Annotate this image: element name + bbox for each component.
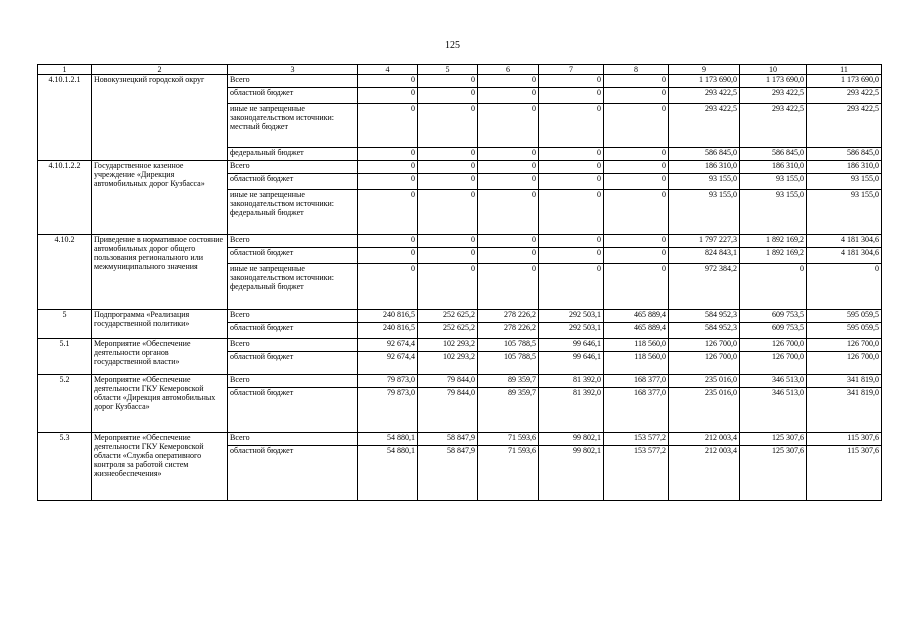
- value-cell: 0: [358, 190, 418, 235]
- value-cell: 293 422,5: [669, 104, 740, 148]
- value-cell: 186 310,0: [740, 161, 807, 174]
- value-cell: 0: [478, 148, 539, 161]
- header-cell: 7: [539, 65, 604, 75]
- value-cell: 252 625,2: [418, 323, 478, 339]
- value-cell: 58 847,9: [418, 446, 478, 501]
- value-cell: 0: [539, 248, 604, 264]
- row-code: 5.1: [38, 339, 92, 375]
- value-cell: 0: [539, 75, 604, 88]
- value-cell: 0: [418, 174, 478, 190]
- header-cell: 10: [740, 65, 807, 75]
- value-cell: 126 700,0: [807, 352, 882, 375]
- value-cell: 0: [604, 174, 669, 190]
- source-label: областной бюджет: [228, 174, 358, 190]
- value-cell: 71 593,6: [478, 433, 539, 446]
- value-cell: 0: [418, 75, 478, 88]
- value-cell: 1 173 690,0: [669, 75, 740, 88]
- value-cell: 0: [358, 235, 418, 248]
- budget-table: [37, 64, 882, 501]
- value-cell: 125 307,6: [740, 446, 807, 501]
- value-cell: 81 392,0: [539, 388, 604, 433]
- source-label: Всего: [228, 310, 358, 323]
- value-cell: 595 059,5: [807, 310, 882, 323]
- source-label: областной бюджет: [228, 323, 358, 339]
- value-cell: 125 307,6: [740, 433, 807, 446]
- row-name: Подпрограмма «Реализация государственной политики»: [92, 310, 228, 339]
- row-code: 5: [38, 310, 92, 339]
- value-cell: 240 816,5: [358, 310, 418, 323]
- value-cell: 92 674,4: [358, 339, 418, 352]
- row-code: 4.10.1.2.2: [38, 161, 92, 235]
- other-sources-label: иные не запрещенные законодательством источники:: [230, 190, 335, 208]
- other-sources-label: иные не запрещенные законодательством источники:: [230, 104, 335, 122]
- value-cell: 293 422,5: [740, 88, 807, 104]
- value-cell: 89 359,7: [478, 375, 539, 388]
- value-cell: 126 700,0: [807, 339, 882, 352]
- header-cell: 6: [478, 65, 539, 75]
- value-cell: 0: [604, 235, 669, 248]
- value-cell: 99 802,1: [539, 446, 604, 501]
- source-label: Всего: [228, 375, 358, 388]
- value-cell: 0: [539, 104, 604, 148]
- value-cell: 278 226,2: [478, 310, 539, 323]
- row-name: Мероприятие «Обеспечение деятельности органов государственной власти»: [92, 339, 228, 375]
- source-name: местный бюджет: [230, 122, 288, 131]
- value-cell: 93 155,0: [740, 174, 807, 190]
- value-cell: 0: [418, 264, 478, 310]
- row-name: Государственное казенное учреждение «Дирекция автомобильных дорог Кузбасса»: [92, 161, 228, 235]
- value-cell: 252 625,2: [418, 310, 478, 323]
- value-cell: 293 422,5: [807, 88, 882, 104]
- value-cell: 212 003,4: [669, 446, 740, 501]
- header-cell: 1: [38, 65, 92, 75]
- value-cell: 186 310,0: [669, 161, 740, 174]
- value-cell: 0: [478, 190, 539, 235]
- value-cell: 212 003,4: [669, 433, 740, 446]
- value-cell: 0: [478, 248, 539, 264]
- value-cell: 0: [478, 104, 539, 148]
- table-row: [38, 310, 882, 323]
- value-cell: 0: [604, 161, 669, 174]
- value-cell: 99 646,1: [539, 339, 604, 352]
- value-cell: 240 816,5: [358, 323, 418, 339]
- value-cell: 346 513,0: [740, 375, 807, 388]
- value-cell: 0: [604, 148, 669, 161]
- value-cell: 1 173 690,0: [807, 75, 882, 88]
- row-code: 5.3: [38, 433, 92, 501]
- row-code: 4.10.2: [38, 235, 92, 310]
- value-cell: 168 377,0: [604, 388, 669, 433]
- source-name: федеральный бюджет: [230, 282, 304, 291]
- source-label: Всего: [228, 339, 358, 352]
- value-cell: 0: [604, 88, 669, 104]
- value-cell: 0: [418, 248, 478, 264]
- value-cell: 1 797 227,3: [669, 235, 740, 248]
- value-cell: 89 359,7: [478, 388, 539, 433]
- value-cell: 4 181 304,6: [807, 248, 882, 264]
- value-cell: 465 889,4: [604, 323, 669, 339]
- value-cell: 0: [539, 161, 604, 174]
- value-cell: 153 577,2: [604, 433, 669, 446]
- value-cell: 0: [418, 148, 478, 161]
- value-cell: 71 593,6: [478, 446, 539, 501]
- value-cell: 126 700,0: [669, 352, 740, 375]
- value-cell: 0: [604, 264, 669, 310]
- value-cell: 54 880,1: [358, 433, 418, 446]
- source-label: [228, 264, 358, 310]
- value-cell: 293 422,5: [740, 104, 807, 148]
- table-row: [38, 433, 882, 446]
- value-cell: 293 422,5: [669, 88, 740, 104]
- row-code: 5.2: [38, 375, 92, 433]
- row-name: Мероприятие «Обеспечение деятельности ГКУ Кемеровской области «Дирекция автомобильных дорог Кузбасса»: [92, 375, 228, 433]
- value-cell: 102 293,2: [418, 352, 478, 375]
- value-cell: 93 155,0: [740, 190, 807, 235]
- value-cell: 0: [604, 190, 669, 235]
- row-name: Мероприятие «Обеспечение деятельности ГКУ Кемеровской области «Служба оперативного контроля за работой систем жизнеобеспечения»: [92, 433, 228, 501]
- source-label: [228, 104, 358, 148]
- source-label: областной бюджет: [228, 446, 358, 501]
- value-cell: 0: [478, 88, 539, 104]
- value-cell: 102 293,2: [418, 339, 478, 352]
- value-cell: 79 873,0: [358, 375, 418, 388]
- value-cell: 99 646,1: [539, 352, 604, 375]
- value-cell: 465 889,4: [604, 310, 669, 323]
- value-cell: 0: [358, 104, 418, 148]
- value-cell: 0: [358, 264, 418, 310]
- table-row: [38, 235, 882, 248]
- value-cell: 341 819,0: [807, 388, 882, 433]
- value-cell: 0: [539, 190, 604, 235]
- source-label: Всего: [228, 433, 358, 446]
- source-label: Всего: [228, 161, 358, 174]
- value-cell: 586 845,0: [740, 148, 807, 161]
- value-cell: 1 173 690,0: [740, 75, 807, 88]
- table-row: [38, 339, 882, 352]
- value-cell: 0: [418, 190, 478, 235]
- row-name: Новокузнецкий городской округ: [92, 75, 228, 161]
- value-cell: 58 847,9: [418, 433, 478, 446]
- header-cell: 9: [669, 65, 740, 75]
- value-cell: 79 844,0: [418, 375, 478, 388]
- value-cell: 824 843,1: [669, 248, 740, 264]
- value-cell: 278 226,2: [478, 323, 539, 339]
- value-cell: 0: [358, 75, 418, 88]
- source-label: областной бюджет: [228, 388, 358, 433]
- value-cell: 0: [478, 161, 539, 174]
- value-cell: 0: [539, 264, 604, 310]
- value-cell: 54 880,1: [358, 446, 418, 501]
- value-cell: 0: [539, 148, 604, 161]
- value-cell: 92 674,4: [358, 352, 418, 375]
- value-cell: 79 873,0: [358, 388, 418, 433]
- table-row: [38, 75, 882, 88]
- other-sources-label: иные не запрещенные законодательством источники:: [230, 264, 335, 282]
- value-cell: 0: [418, 235, 478, 248]
- source-label: областной бюджет: [228, 88, 358, 104]
- value-cell: 105 788,5: [478, 352, 539, 375]
- value-cell: 0: [478, 235, 539, 248]
- value-cell: 0: [358, 148, 418, 161]
- header-cell: 4: [358, 65, 418, 75]
- value-cell: 126 700,0: [740, 352, 807, 375]
- source-label: областной бюджет: [228, 352, 358, 375]
- value-cell: 0: [807, 264, 882, 310]
- value-cell: 186 310,0: [807, 161, 882, 174]
- value-cell: 0: [478, 264, 539, 310]
- value-cell: 0: [358, 174, 418, 190]
- value-cell: 609 753,5: [740, 323, 807, 339]
- value-cell: 0: [418, 88, 478, 104]
- value-cell: 0: [740, 264, 807, 310]
- source-label: областной бюджет: [228, 248, 358, 264]
- header-cell: 2: [92, 65, 228, 75]
- value-cell: 584 952,3: [669, 310, 740, 323]
- value-cell: 0: [604, 248, 669, 264]
- value-cell: 972 384,2: [669, 264, 740, 310]
- value-cell: 609 753,5: [740, 310, 807, 323]
- value-cell: 81 392,0: [539, 375, 604, 388]
- value-cell: 292 503,1: [539, 323, 604, 339]
- value-cell: 0: [358, 88, 418, 104]
- value-cell: 0: [478, 174, 539, 190]
- table-row: [38, 161, 882, 174]
- value-cell: 168 377,0: [604, 375, 669, 388]
- value-cell: 1 892 169,2: [740, 235, 807, 248]
- source-name: федеральный бюджет: [230, 208, 304, 217]
- value-cell: 346 513,0: [740, 388, 807, 433]
- budget-table-body: [38, 65, 882, 501]
- value-cell: 4 181 304,6: [807, 235, 882, 248]
- value-cell: 0: [539, 88, 604, 104]
- value-cell: 595 059,5: [807, 323, 882, 339]
- table-row: [38, 375, 882, 388]
- source-label: федеральный бюджет: [228, 148, 358, 161]
- value-cell: 341 819,0: [807, 375, 882, 388]
- value-cell: 118 560,0: [604, 339, 669, 352]
- row-name: Приведение в нормативное состояние автомобильных дорог общего пользования регионального или межмуниципального значения: [92, 235, 228, 310]
- value-cell: 126 700,0: [669, 339, 740, 352]
- value-cell: 0: [604, 104, 669, 148]
- row-code: 4.10.1.2.1: [38, 75, 92, 161]
- value-cell: 115 307,6: [807, 446, 882, 501]
- value-cell: 0: [418, 104, 478, 148]
- source-label: [228, 190, 358, 235]
- value-cell: 0: [478, 75, 539, 88]
- value-cell: 0: [604, 75, 669, 88]
- value-cell: 99 802,1: [539, 433, 604, 446]
- value-cell: 0: [358, 161, 418, 174]
- header-cell: 5: [418, 65, 478, 75]
- value-cell: 293 422,5: [807, 104, 882, 148]
- value-cell: 115 307,6: [807, 433, 882, 446]
- header-row: [38, 65, 882, 75]
- value-cell: 93 155,0: [669, 174, 740, 190]
- value-cell: 118 560,0: [604, 352, 669, 375]
- value-cell: 126 700,0: [740, 339, 807, 352]
- value-cell: 586 845,0: [669, 148, 740, 161]
- value-cell: 93 155,0: [669, 190, 740, 235]
- header-cell: 8: [604, 65, 669, 75]
- source-label: Всего: [228, 235, 358, 248]
- value-cell: 0: [358, 248, 418, 264]
- value-cell: 1 892 169,2: [740, 248, 807, 264]
- value-cell: 105 788,5: [478, 339, 539, 352]
- value-cell: 153 577,2: [604, 446, 669, 501]
- value-cell: 0: [418, 161, 478, 174]
- header-cell: 3: [228, 65, 358, 75]
- source-label: Всего: [228, 75, 358, 88]
- value-cell: 79 844,0: [418, 388, 478, 433]
- value-cell: 93 155,0: [807, 190, 882, 235]
- value-cell: 0: [539, 174, 604, 190]
- value-cell: 292 503,1: [539, 310, 604, 323]
- value-cell: 586 845,0: [807, 148, 882, 161]
- value-cell: 93 155,0: [807, 174, 882, 190]
- header-cell: 11: [807, 65, 882, 75]
- page-number: 125: [445, 40, 460, 51]
- value-cell: 0: [539, 235, 604, 248]
- value-cell: 235 016,0: [669, 375, 740, 388]
- value-cell: 584 952,3: [669, 323, 740, 339]
- value-cell: 235 016,0: [669, 388, 740, 433]
